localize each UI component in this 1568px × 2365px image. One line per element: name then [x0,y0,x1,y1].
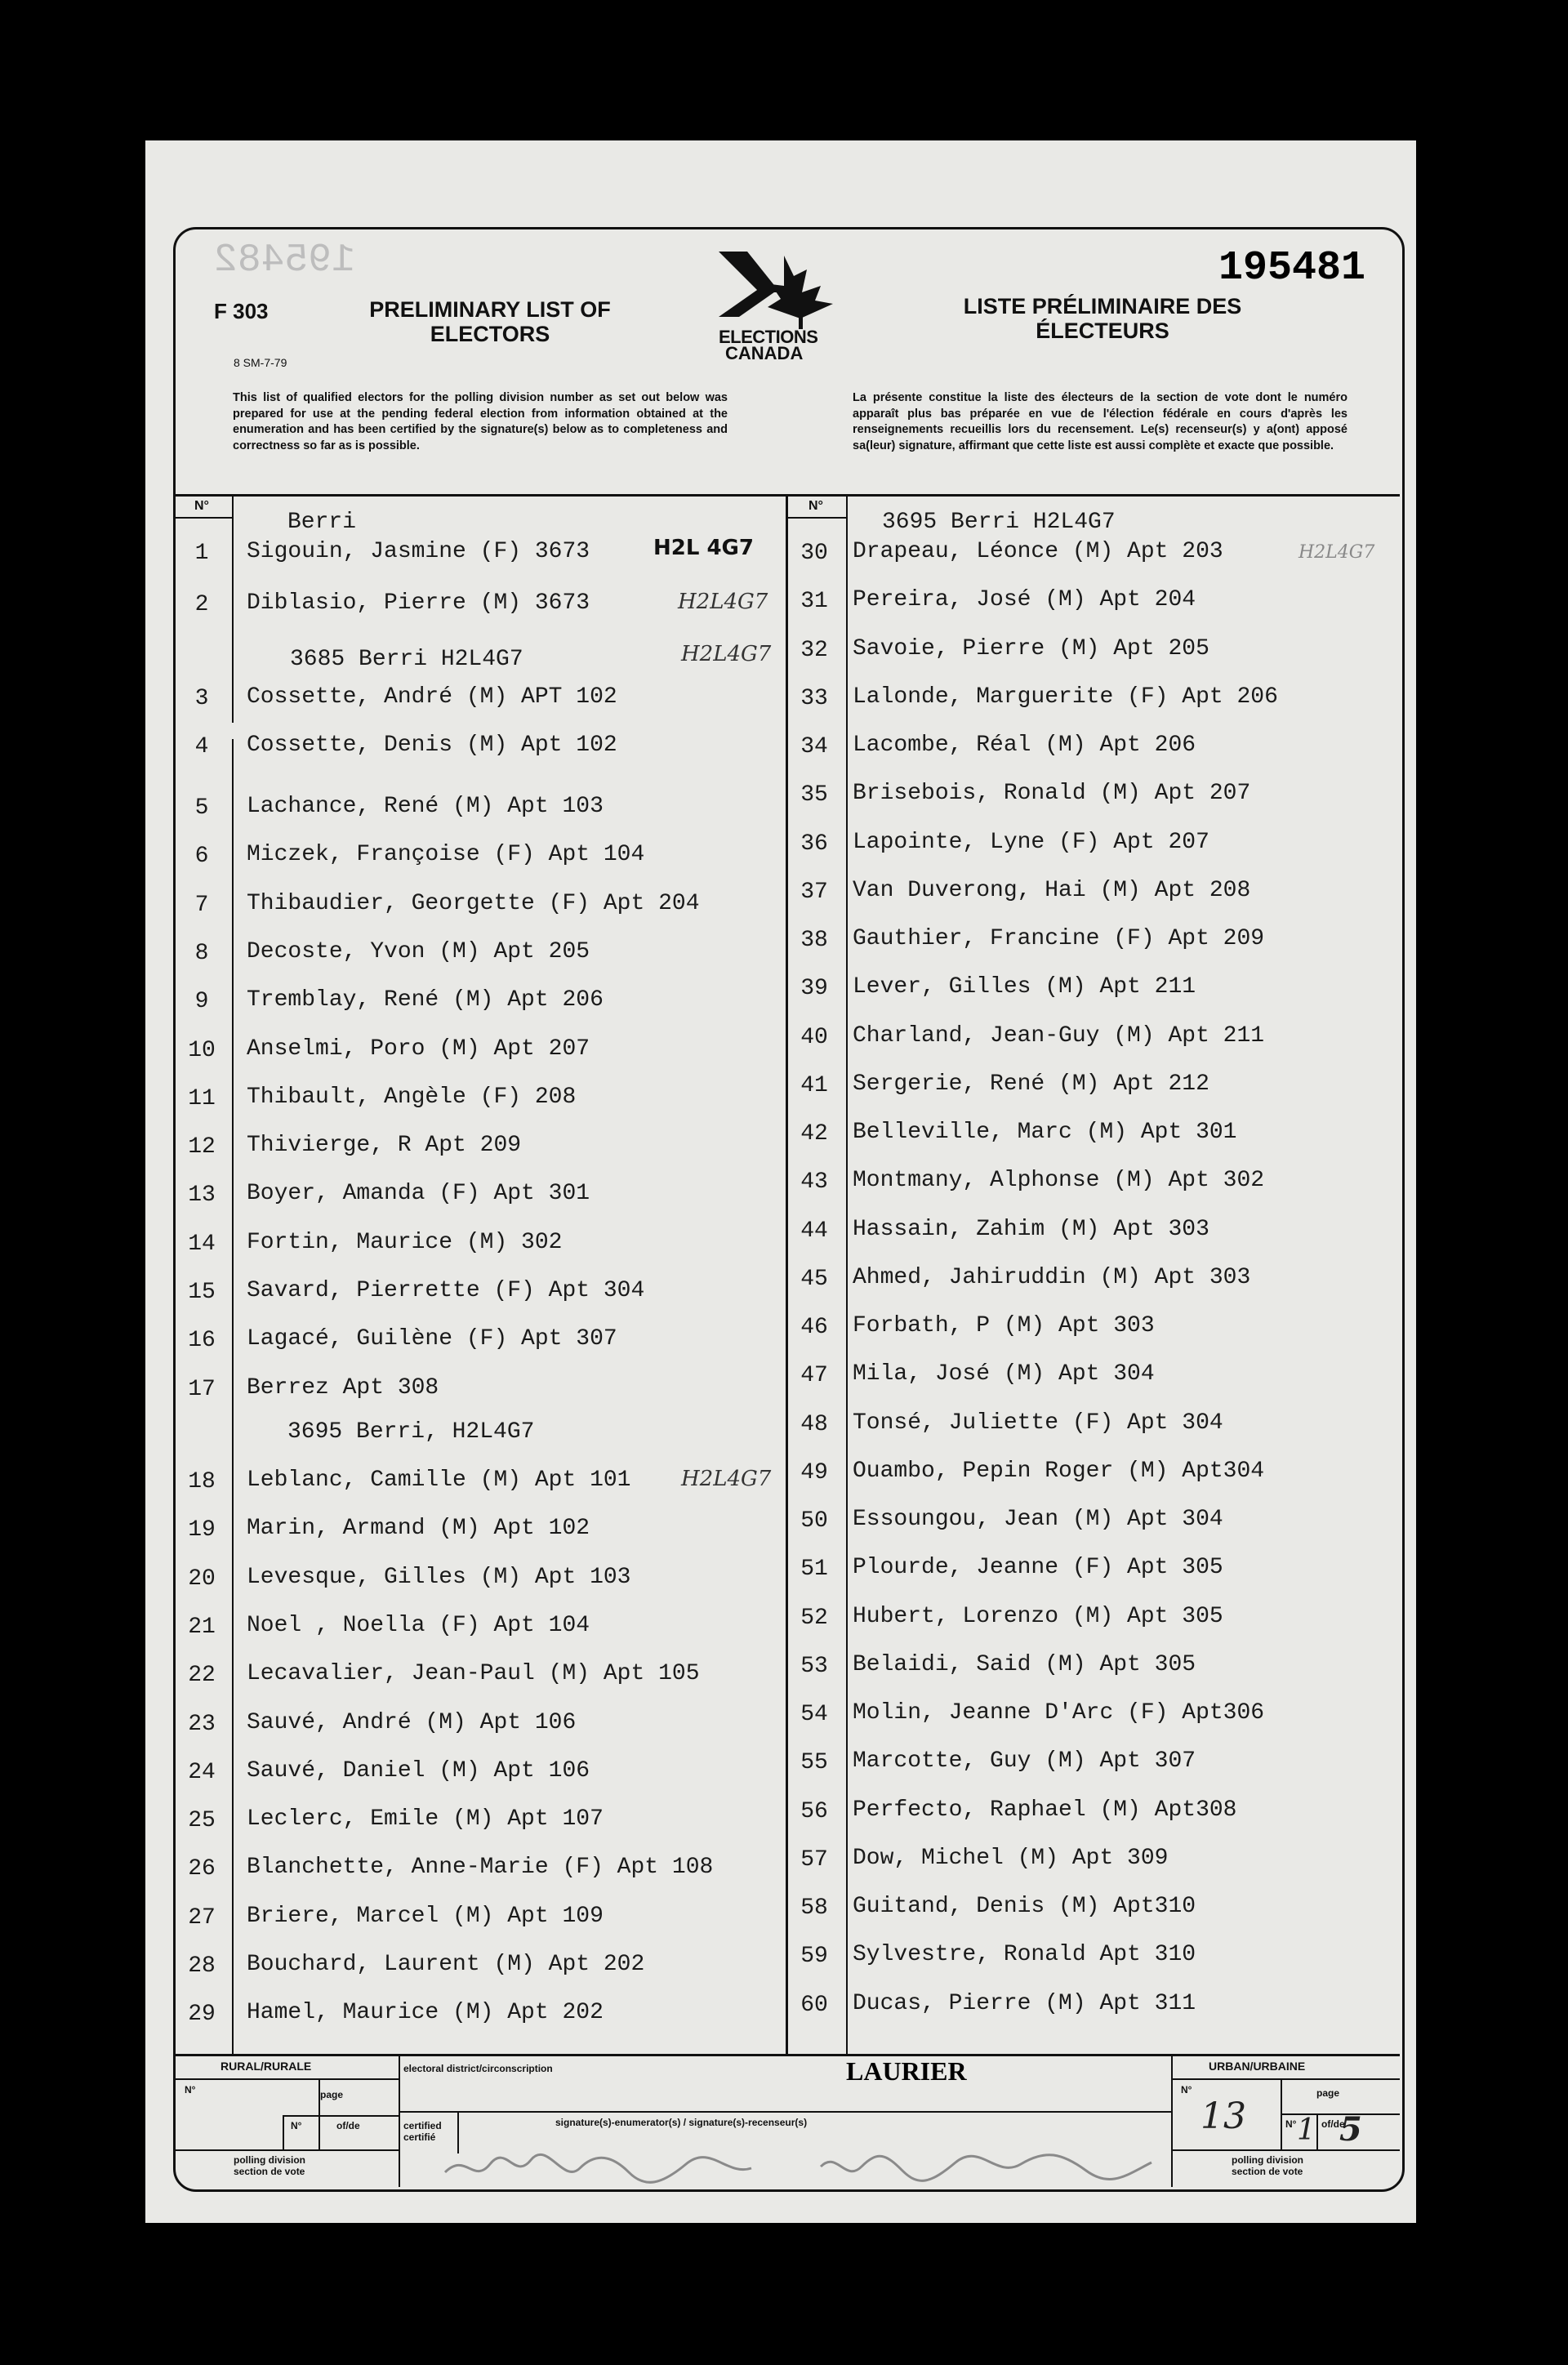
elector-number: 44 [800,1218,828,1244]
footer-top-rule [173,2054,1400,2056]
elector-number: 10 [188,1037,216,1063]
elector-entry: Guitand, Denis (M) Apt310 [853,1894,1196,1919]
elector-number: 23 [188,1711,216,1737]
handwritten-postal-1: H2L 4G7 [653,536,754,560]
elector-entry: Lever, Gilles (M) Apt 211 [853,974,1196,1000]
elector-number: 21 [188,1614,216,1640]
title-english: PRELIMINARY LIST OF ELECTORS [369,297,611,346]
elector-entry: Cossette, André (M) APT 102 [247,684,617,710]
elector-number: 37 [800,879,828,905]
elector-entry: Molin, Jeanne D'Arc (F) Apt306 [853,1700,1265,1726]
enumerator-signature-1 [441,2148,784,2196]
elector-number: 36 [800,831,828,857]
address-3685-berri: 3685 Berri H2L4G7 [290,647,523,672]
elector-number: 18 [188,1469,216,1494]
elector-entry: Hubert, Lorenzo (M) Apt 305 [853,1603,1223,1629]
elector-entry: Gauthier, Francine (F) Apt 209 [853,926,1265,951]
signature-scribble-1 [441,2148,784,2189]
elector-number: 42 [800,1121,828,1147]
elector-entry: Marcotte, Guy (M) Apt 307 [853,1748,1196,1775]
elector-entry: Anselmi, Poro (M) Apt 207 [247,1036,590,1062]
elector-number: 13 [188,1182,216,1209]
elector-entry: Sylvestre, Ronald Apt 310 [853,1942,1196,1968]
rural-no-label: N° [185,2084,196,2096]
rural-mid-rule [283,2115,399,2117]
ghost-serial-number: 195482 [214,238,355,283]
elector-number: 40 [800,1024,828,1050]
enumerator-signature-2 [817,2146,1160,2194]
handwritten-postal-3: H2L4G7 [681,642,772,666]
elector-number: 53 [800,1653,828,1679]
elector-number: 29 [188,2002,216,2028]
elector-number: 24 [188,1759,216,1785]
elector-entry: Lacombe, Réal (M) Apt 206 [853,733,1196,758]
signature-label: signature(s)-enumerator(s) / signature(s)-recenseur(s) [555,2117,808,2128]
urban-polling-division: polling division [1232,2154,1303,2166]
elector-entry: Sauvé, André (M) Apt 106 [247,1709,577,1735]
handwritten-postal-2: H2L4G7 [678,590,768,614]
elector-number: 47 [800,1363,828,1389]
left-no-divider-top [232,494,234,723]
elector-entry: Marin, Armand (M) Apt 102 [247,1516,590,1542]
rural-of-label: of/de [336,2120,360,2131]
elector-number: 27 [188,1904,216,1931]
logo-text-canada: CANADA [725,343,804,363]
rural-header-rule [173,2078,399,2080]
elector-number: 26 [188,1856,216,1882]
rural-bottom-rule [173,2149,399,2151]
right-no-header: N° [808,499,823,513]
elector-entry: Thibault, Angèle (F) 208 [247,1084,577,1110]
elector-number: 35 [800,782,828,808]
elector-number: 5 [194,795,209,821]
urban-header-rule [1173,2078,1400,2080]
elections-canada-logo [702,243,866,366]
elector-entry: Boyer, Amanda (F) Apt 301 [247,1181,590,1207]
elector-entry: Tremblay, René (M) Apt 206 [247,987,604,1013]
elector-entry: Lalonde, Marguerite (F) Apt 206 [853,684,1278,710]
elector-entry: Ducas, Pierre (M) Apt 311 [853,1990,1196,2016]
logo-text-elections: ELECTIONS [719,327,818,347]
elector-entry: Belleville, Marc (M) Apt 301 [853,1120,1237,1145]
elector-number: 45 [800,1266,828,1292]
rural-polling-division: polling division [234,2154,305,2166]
elector-entry: Pereira, José (M) Apt 204 [853,587,1196,613]
elector-entry: Lachance, René (M) Apt 103 [247,794,604,819]
elector-entry: Berrez Apt 308 [247,1374,439,1401]
elector-number: 59 [800,1944,828,1970]
form-code: 8 SM-7-79 [234,356,287,369]
elector-number: 1 [194,541,209,566]
elector-entry: Drapeau, Léonce (M) Apt 203 [853,539,1223,564]
elector-entry: Miczek, Françoise (F) Apt 104 [247,842,645,868]
elector-number: 34 [800,734,828,759]
elector-entry: Savoie, Pierre (M) Apt 205 [853,635,1209,661]
elector-entry: Briere, Marcel (M) Apt 109 [247,1903,604,1929]
elector-number: 51 [800,1557,828,1583]
elector-entry: Blanchette, Anne-Marie (F) Apt 108 [247,1855,714,1881]
elector-entry: Sergerie, René (M) Apt 212 [853,1071,1209,1097]
elector-number: 2 [194,592,209,617]
urban-page-no-label: N° [1285,2118,1297,2130]
elector-number: 28 [188,1953,216,1979]
elector-number: 33 [800,685,828,711]
elector-entry: Van Duverong, Hai (M) Apt 208 [853,877,1251,903]
elector-number: 7 [194,892,209,918]
certified-label: certified [403,2120,442,2131]
district-rule [400,2111,1171,2113]
elector-number: 16 [188,1328,216,1354]
left-no-header-rule [173,517,234,519]
elector-entry: Mila, José (M) Apt 304 [853,1361,1155,1387]
handwritten-postal-4: H2L4G7 [681,1467,772,1491]
elector-entry: Montmany, Alphonse (M) Apt 302 [853,1168,1265,1194]
urban-page-total: 5 [1339,2110,1362,2149]
certifie-label: certifié [403,2131,436,2143]
electoral-district-label: electoral district/circonscription [403,2063,553,2074]
urban-page-label: page [1316,2087,1340,2099]
elector-number: 6 [194,844,209,870]
elector-entry: Forbath, P (M) Apt 303 [853,1313,1155,1338]
elector-number: 48 [800,1411,828,1437]
urban-of-label: of/de [1321,2118,1345,2130]
elector-entry: Lecavalier, Jean-Paul (M) Apt 105 [247,1661,700,1687]
elector-number: 57 [800,1846,828,1873]
elector-entry: Diblasio, Pierre (M) 3673 [247,590,590,616]
urban-page-number: 1 [1297,2113,1316,2147]
rural-page-no-label: N° [291,2120,302,2131]
elector-entry: Brisebois, Ronald (M) Apt 207 [853,781,1251,807]
elector-entry: Leclerc, Emile (M) Apt 107 [247,1806,604,1833]
elector-number: 46 [800,1315,828,1340]
elector-number: 17 [188,1376,216,1402]
elector-entry: Sigouin, Jasmine (F) 3673 [247,539,590,564]
elector-entry: Leblanc, Camille (M) Apt 101 [247,1468,631,1493]
elector-entry: Plourde, Jeanne (F) Apt 305 [853,1555,1223,1581]
urban-no-label: N° [1181,2084,1192,2096]
elector-number: 4 [194,734,209,759]
elector-number: 20 [188,1566,216,1592]
elector-number: 38 [800,928,828,953]
elector-entry: Tonsé, Juliette (F) Apt 304 [853,1410,1223,1436]
elector-entry: Dow, Michel (M) Apt 309 [853,1845,1169,1871]
elector-number: 3 [194,686,209,711]
elector-number: 55 [800,1750,828,1776]
elector-number: 54 [800,1702,828,1727]
elector-number: 31 [800,589,828,615]
serial-number: 195481 [1218,245,1366,292]
left-no-header: N° [194,499,209,513]
elector-entry: Ouambo, Pepin Roger (M) Apt304 [853,1458,1265,1484]
elector-entry: Thivierge, R Apt 209 [247,1133,522,1159]
elector-number: 12 [188,1134,216,1160]
intro-english: This list of qualified electors for the polling division number as set out below was prepared for use at the pending federal election from information obtained at the enumeration and has been certified by the signature(s) below as to completeness and correctness so far as is possible. [233,391,728,452]
elector-number: 41 [800,1072,828,1098]
elector-number: 11 [188,1085,216,1111]
rural-split-1 [283,2115,284,2149]
elector-entry: Hassain, Zahim (M) Apt 303 [853,1216,1209,1242]
elector-entry: Savard, Pierrette (F) Apt 304 [247,1278,645,1303]
elector-entry: Cossette, Denis (M) Apt 102 [247,733,617,758]
elector-number: 50 [800,1508,828,1534]
elector-number: 22 [188,1663,216,1689]
rural-label: RURAL/RURALE [220,2060,312,2073]
urban-polling-number: 13 [1200,2096,1246,2137]
address-3695-berri: 3695 Berri, H2L4G7 [287,1419,535,1445]
elector-entry: Perfecto, Raphael (M) Apt308 [853,1797,1237,1823]
right-no-divider [846,494,848,2054]
rural-section-de-vote: section de vote [234,2166,305,2177]
elector-entry: Belaidi, Said (M) Apt 305 [853,1651,1196,1677]
elector-entry: Essoungou, Jean (M) Apt 304 [853,1507,1223,1532]
address-right-top: 3695 Berri H2L4G7 [882,510,1116,535]
elector-entry: Ahmed, Jahiruddin (M) Apt 303 [853,1264,1251,1290]
elector-number: 58 [800,1895,828,1921]
elector-number: 8 [194,940,209,966]
handwritten-postal-5: H2L4G7 [1298,542,1375,563]
urban-split-2 [1316,2113,1318,2149]
elector-number: 39 [800,976,828,1002]
form-number: F 303 [214,299,269,323]
elector-entry: Sauvé, Daniel (M) Apt 106 [247,1757,590,1784]
electoral-district-name: LAURIER [846,2056,967,2086]
title-french: LISTE PRÉLIMINAIRE DES ÉLECTEURS [963,294,1242,343]
elector-entry: Bouchard, Laurent (M) Apt 202 [247,1952,645,1977]
elector-entry: Charland, Jean-Guy (M) Apt 211 [853,1022,1265,1049]
urban-label: URBAN/URBAINE [1209,2060,1306,2073]
elector-number: 56 [800,1798,828,1824]
elector-number: 30 [800,541,828,566]
elector-entry: Thibaudier, Georgette (F) Apt 204 [247,890,700,916]
elector-number: 15 [188,1280,216,1305]
footer-divider-1 [399,2054,400,2187]
elector-entry: Hamel, Maurice (M) Apt 202 [247,2000,604,2026]
elector-number: 52 [800,1605,828,1631]
signature-scribble-2 [817,2146,1160,2187]
elector-entry: Levesque, Gilles (M) Apt 103 [247,1564,631,1590]
elector-number: 32 [800,637,828,663]
elector-entry: Lagacé, Guilène (F) Apt 307 [247,1326,617,1352]
urban-bottom-rule [1173,2149,1400,2151]
elector-entry: Decoste, Yvon (M) Apt 205 [247,938,590,964]
elector-number: 14 [188,1231,216,1257]
elector-entry: Lapointe, Lyne (F) Apt 207 [853,829,1209,855]
intro-french: La présente constitue la liste des électeurs de la section de vote dont le numéro apparaît plus bas préparée en vue de l'élection fédérale en cours d'après les renseignements recueillis lors du recensement. Le(s) recenseur(s) y a(ont) apposé sa(leur) signature, affirmant que cette liste est aussi complète et exacte que possible. [853,391,1348,452]
elector-number: 9 [194,989,209,1015]
address-berri-top: Berri [287,510,357,535]
elector-number: 60 [800,1992,828,2018]
elector-number: 49 [800,1459,828,1485]
elector-number: 19 [188,1517,216,1543]
elector-entry: Noel , Noella (F) Apt 104 [247,1612,590,1638]
footer-divider-2 [1171,2054,1173,2187]
rural-page-label: page [320,2089,344,2100]
elector-number: 43 [800,1169,828,1196]
elector-entry: Fortin, Maurice (M) 302 [247,1229,563,1255]
elector-number: 25 [188,1808,216,1834]
right-no-header-rule [787,517,848,519]
left-no-divider [232,739,234,2054]
urban-section-de-vote: section de vote [1232,2166,1303,2177]
